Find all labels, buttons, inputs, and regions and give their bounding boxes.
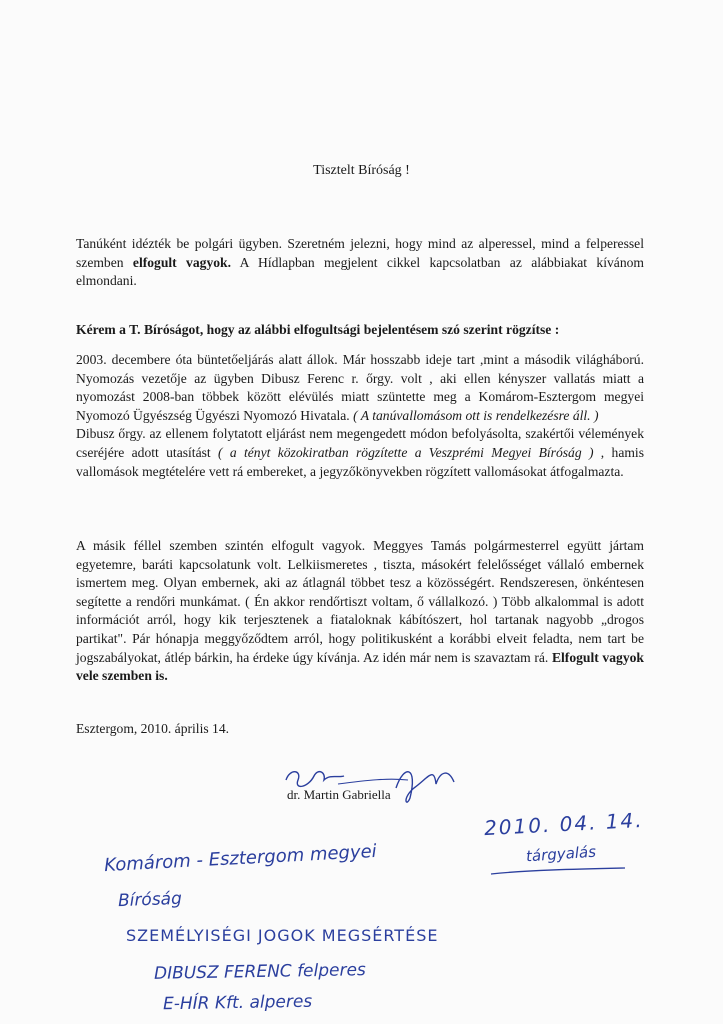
p2-italic-2: ( a tényt közokiratban rögzítette a Veszprémi Megyei Bíróság ) [218, 444, 594, 460]
place-date: Esztergom, 2010. április 14. [76, 721, 230, 736]
intro-bold: elfogult vagyok. [132, 254, 231, 270]
handwritten-court: Komárom - Esztergom megyei [103, 840, 378, 877]
intro-text-a: Tanúként idézték be polgári ügyben. Szeretném jelezni, hogy mind az alperessel, mind a felperessel szemben [76, 236, 644, 270]
p2-italic-1: ( A tanúvallomásom ott is rendelkezésre áll. ) [353, 407, 599, 423]
p2-text-a: 2003. decembere óta büntetőeljárás alatt állok. Már hosszabb ideje tart ,mint a második világháború. Nyomozás vezetője az ügyben Dibusz Ferenc r. őrgy. volt , aki ellen kényszer vallatás miatt a nyomozást 2008-ban többek között elévülés miatt szüntette meg a Komárom-Esztergom megyei Nyomozó Ügyészség Ügyészi Nyomozó Hivatala. [76, 352, 644, 423]
bias-paragraph-2 [76, 537, 644, 686]
handwritten-date: 2010. 04. 14. [483, 807, 645, 841]
intro-text-b: A Hídlapban megjelent cikkel kapcsolatban az alábbiakat kívánom elmondani. [76, 254, 644, 289]
handwritten-defendant: E-HÍR Kft. alperes [162, 991, 313, 1015]
handwritten-received: tárgyalás [525, 842, 597, 866]
p3-text-a: A másik féllel szemben szintén elfogult vagyok. Meggyes Tamás polgármesterrel együtt jártam egyetemre, baráti kapcsolatunk volt. Lelkiismeretes , tiszta, másokért felelősséget vállaló embernek ismertem meg. Olyan embernek, aki az átlagnál többet tesz a közösségért. Rendszeresen, önkéntesen segítette a rendőri munkámat. ( Én akkor rendőrtiszt voltam, ő vállalkozó. ) Több alkalommal is adott információt arról, hogy kik terjesztenek a fiataloknak kábítószert, hol tartanak nagyobb „drogos partikat". Pár hónapja meggyőződtem arról, hogy politikusként a korábbi elveit feladta, nem tart be jogszabályokat, átlép bárkin, ha érdeke úgy kívánja. Az idén már nem is szavaztam rá. [76, 538, 644, 665]
handwritten-plaintiff: DIBUSZ FERENC felperes [153, 960, 367, 984]
signature-name: dr. Martin Gabriella [287, 787, 391, 802]
p3-bold: Elfogult vagyok vele szemben is. [76, 649, 644, 684]
request-heading: Kérem a T. Bíróságot, hogy az alábbi elfogultsági bejelentésem szó szerint rögzítse : [76, 322, 560, 337]
p2-text-b: Dibusz őrgy. az ellenem folytatott eljárást nem megengedett módon befolyásolta, szakértői vélemények cseréjére adott utasítást [76, 426, 644, 460]
bias-paragraph-1 [76, 351, 644, 481]
intro-paragraph [76, 235, 644, 291]
handwritten-court-2: Bíróság [117, 888, 183, 912]
p2-text-c: , hamis vallomások megtételére vett rá embereket, a jegyzőkönyvekben rögzített vallomásokat átfogalmazta. [76, 444, 645, 479]
handwritten-underline [489, 866, 629, 878]
handwritten-case-subject: SZEMÉLYISÉGI JOGOK MEGSÉRTÉSE [126, 926, 439, 945]
salutation: Tisztelt Bíróság ! [313, 163, 410, 178]
